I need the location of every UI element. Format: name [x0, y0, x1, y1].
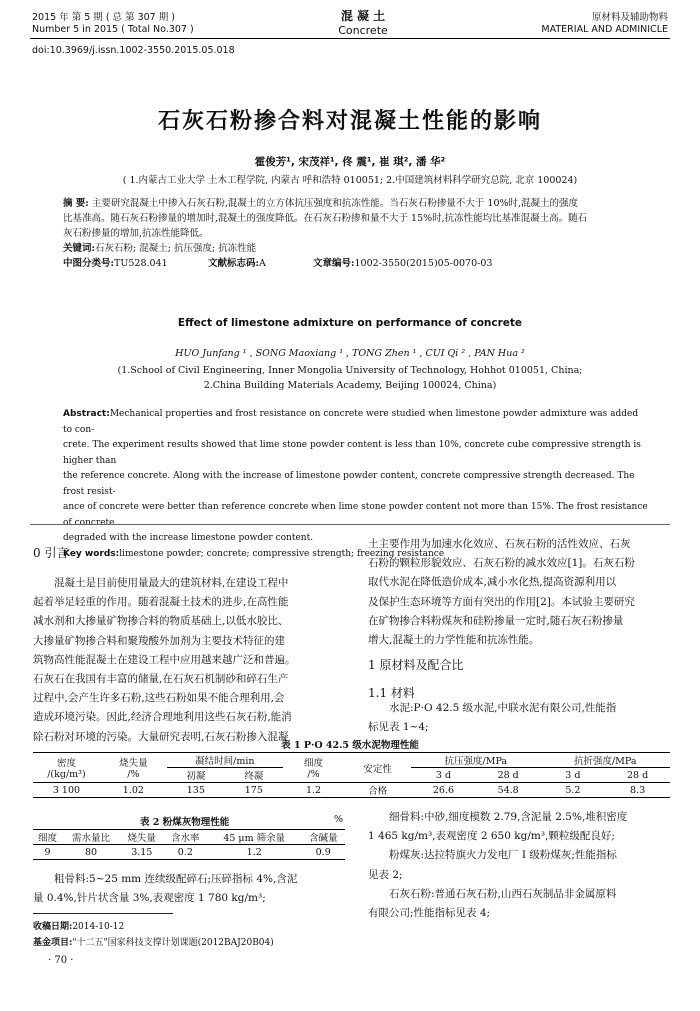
affiliations-cn: ( 1.内蒙古工业大学 土木工程学院, 内蒙古 呼和浩特 010051; 2.中国建筑材料科学研究总院, 北京 100024): [122, 175, 578, 186]
article-no: 1002-3550(2015)05-0070-03: [354, 258, 493, 269]
table1-cell: 合格: [368, 786, 388, 797]
table1-header: 3 d: [541, 768, 606, 783]
abstract-cn-line: 灰石粉掺量的增加,抗冻性能降低。: [63, 228, 209, 239]
issue-en: Number 5 in 2015 ( Total No.307 ): [32, 24, 194, 35]
journal-en: Concrete: [338, 24, 388, 37]
section-1-1-title: 1.1 材料: [368, 686, 415, 700]
page-number: · 70 ·: [48, 955, 74, 966]
text-line: 粗骨料:5~25 mm 连续级配碎石;压碎指标 4%,含泥: [54, 873, 298, 885]
abstract-en-label: Abstract:: [63, 409, 110, 419]
journal-cn: 混 凝 土: [340, 9, 386, 23]
table1-header: 28 d: [605, 768, 670, 783]
cement-text: [368, 699, 673, 737]
text-line: 起着举足轻重的作用。随着混凝土技术的进步,在高性能: [33, 596, 289, 609]
authors-en: HUO Junfang ¹ , SONG Maoxiang ¹ , TONG Zhen ¹ , CUI Qi ² , PAN Hua ²: [175, 348, 525, 359]
table2-cell: 80: [84, 846, 98, 858]
authors-cn: 霍俊芳¹, 宋茂祥¹, 佟 震¹, 崔 琪², 潘 华²: [254, 156, 446, 168]
table1-header: 密度: [56, 758, 76, 769]
fund-value: "十二五"国家科技支撑计划课题(2012BAJ20B04): [72, 938, 274, 948]
table2-cell: 1.2: [246, 846, 262, 858]
text-line: 见表 2;: [368, 868, 403, 881]
section-0-title: 0 引言: [33, 546, 69, 560]
abstract-en-line: degraded with the increase limestone powder content.: [63, 533, 314, 543]
text-line: 造成环境污染。因此,经济合理地利用这些石灰石粉,能消: [33, 711, 292, 724]
text-line: 有限公司;性能指标见表 4;: [368, 907, 491, 920]
keywords-en: limestone powder; concrete; compressive strength; freezing resistance: [119, 548, 445, 559]
table1-header: /%: [307, 769, 320, 780]
table2-header: 含碱量: [301, 830, 345, 845]
text-line: 混凝土是目前使用量最大的建筑材料,在建设工程中: [54, 577, 289, 589]
materials-text: [368, 808, 673, 923]
text-line: 增大,混凝土的力学性能和抗冻性能。: [368, 634, 540, 647]
paper-title-en: Effect of limestone admixture on performance of concrete: [177, 317, 523, 329]
keywords-cn-label: 关键词:: [63, 243, 96, 254]
left-column-text: [33, 574, 348, 747]
table2-header: 含水率: [164, 830, 208, 845]
table2-cell: 0.9: [315, 846, 331, 858]
header-rule: [30, 38, 670, 39]
footnote-rule: [33, 913, 173, 914]
text-line: 水泥:P·O 42.5 级水泥,中联水泥有限公司,性能指: [389, 702, 617, 714]
text-line: 量 0.4%,针片状含量 3%,表观密度 1 780 kg/m³;: [33, 892, 266, 905]
text-line: 过程中,会产生许多石粉,这些石粉如果不能合理利用,会: [33, 692, 285, 705]
text-line: 除石粉对环境的污染。大量研究表明,石灰石粉掺入混凝: [33, 730, 289, 743]
table2: [33, 829, 345, 860]
issue-cn: 2015 年 第 5 期 ( 总 第 307 期 ): [32, 12, 175, 23]
table1-cell: 135: [186, 784, 205, 796]
table1-header: 28 d: [476, 768, 541, 783]
abstract-en-line: crete. The experiment results showed that lime stone powder content is less than 10%, concrete cube compressive strength is higher than: [63, 440, 641, 466]
abstract-en-line: ance of concrete were better than reference concrete when lime stone powder content not more than 15%. The frost resistance of concrete: [63, 502, 648, 528]
table1-header: 细度: [304, 758, 324, 769]
clc-label: 中图分类号:: [63, 258, 115, 269]
table2-header: 45 μm 筛余量: [207, 830, 301, 845]
paper-title: 石灰石粉掺合料对混凝土性能的影响: [157, 109, 542, 134]
abstract-cn: [63, 196, 641, 271]
text-line: 标见表 1~4;: [368, 721, 429, 734]
text-line: 石灰石粉:普通石灰石粉,山西石灰制品非金属原料: [389, 887, 617, 900]
coarse-aggregate-text: [33, 870, 348, 908]
text-line: 及保护生态环境等方面有突出的作用[2]。本试验主要研究: [368, 595, 635, 608]
table-row: [33, 783, 670, 798]
clc-code: TU528.041: [114, 258, 168, 269]
table1-cell: 3 100: [52, 784, 81, 796]
doc-code: A: [259, 258, 266, 269]
table1-header: 抗压强度/MPa: [411, 753, 540, 768]
section-cn: 原材料及辅助物料: [591, 12, 668, 23]
table2-header: 需水量比: [62, 830, 120, 845]
table1-header: 抗折强度/MPa: [541, 753, 670, 768]
received-value: 2014-10-12: [72, 922, 125, 932]
table2-unit: %: [334, 814, 344, 825]
text-line: 筑物高性能混凝土在建设工程中应用越来越广泛和普遍。: [33, 653, 296, 666]
table1-cell: 1.2: [305, 784, 322, 796]
section-1-title: 1 原材料及配合比: [368, 658, 464, 672]
text-line: 减水剂和大掺量矿物掺合料的物质基础上,以低水胶比、: [33, 615, 289, 628]
text-line: 在矿物掺合料粉煤灰和硅粉掺量一定时,随石灰石粉掺量: [368, 614, 624, 627]
doi: doi:10.3969/j.issn.1002-3550.2015.05.018: [32, 45, 235, 56]
table1-header: 终凝: [225, 768, 283, 783]
text-line: 石灰石在我国有丰富的储量,在石灰石机制砂和碎石生产: [33, 673, 289, 686]
text-line: 大掺量矿物掺合料和聚羧酸外加剂为主要技术特征的建: [33, 634, 285, 647]
abstract-cn-line: 比基准高。随石灰石粉掺量的增加时,混凝土的强度降低。在石灰石粉掺和量不大于 15%时,抗冻性能均比基准混凝土高。随石: [63, 213, 588, 224]
table1-header: 3 d: [411, 768, 476, 783]
abstract-en-line: the reference concrete. Along with the increase of limestone powder content, concrete compressive strength decreased. The frost resist-: [63, 471, 635, 497]
table1: [33, 752, 670, 798]
table1-header: 安定性: [344, 753, 411, 783]
text-line: 粉煤灰:达拉特旗火力发电厂 I 级粉煤灰;性能指标: [389, 849, 617, 862]
received-date: [33, 919, 124, 932]
table1-cell: 1.02: [122, 784, 144, 796]
table-row: [33, 845, 345, 860]
table1-header: /(kg/m³): [47, 769, 86, 780]
affiliation-en-2: 2.China Building Materials Academy, Beijing 100024, China): [203, 380, 497, 391]
text-line: 1 465 kg/m³,表观密度 2 650 kg/m³,颗粒级配良好;: [368, 830, 615, 843]
abstract-cn-label: 摘 要:: [63, 198, 89, 209]
affiliation-en-1: (1.School of Civil Engineering, Inner Mongolia University of Technology, Hohhot 010051, China;: [117, 365, 583, 376]
table2-cell: 9: [44, 846, 51, 858]
abstract-en-line: Mechanical properties and frost resistance on concrete were studied when limestone powder admixture was added to con-: [63, 409, 639, 435]
table1-caption: 表 1 P·O 42.5 级水泥物理性能: [281, 740, 419, 751]
section-en: MATERIAL AND ADMINICLE: [541, 24, 668, 35]
abstract-cn-line: 主要研究混凝土中掺入石灰石粉,混凝土的立方体抗压强度和抗冻性能。当石灰石粉掺量不大于 10%时,混凝土的强度: [91, 198, 579, 209]
right-column-text: [368, 535, 673, 650]
table1-header: /%: [127, 769, 140, 780]
table1-header: 烧失量: [119, 758, 148, 769]
text-line: 土主要作用为加速水化效应、石灰石粉的活性效应、石灰: [368, 538, 631, 550]
table2-cell: 3.15: [131, 846, 153, 858]
keywords-cn: 石灰石粉; 混凝土; 抗压强度; 抗冻性能: [95, 243, 257, 254]
table2-header: 细度: [33, 830, 62, 845]
table2-caption: 表 2 粉煤灰物理性能: [140, 817, 230, 828]
fund-label: 基金项目:: [33, 938, 73, 948]
table1-cell: 8.3: [630, 784, 646, 796]
text-line: 细骨料:中砂,细度模数 2.79,含泥量 2.5%,堆积密度: [389, 811, 628, 823]
table1-header: 初凝: [167, 768, 225, 783]
received-label: 收稿日期:: [33, 922, 73, 932]
fund-info: [33, 935, 274, 948]
doc-code-label: 文献标志码:: [208, 258, 260, 269]
table2-cell: 0.2: [177, 846, 193, 858]
table2-header: 烧失量: [120, 830, 164, 845]
abstract-divider: [30, 524, 670, 525]
text-line: 石粉的颗粒形貌效应、石灰石粉的减水效应[1]。石灰石粉: [368, 557, 635, 570]
table1-cell: 54.8: [497, 784, 519, 796]
table1-cell: 26.6: [432, 784, 455, 796]
table1-cell: 175: [244, 784, 263, 796]
keywords-en-label: Key words:: [63, 548, 120, 559]
table1-cell: 5.2: [565, 784, 581, 796]
article-no-label: 文章编号:: [313, 258, 355, 269]
text-line: 取代水泥在降低造价成本,减小水化热,提高资源利用以: [368, 576, 617, 589]
table1-header: 凝结时间/min: [167, 753, 283, 768]
